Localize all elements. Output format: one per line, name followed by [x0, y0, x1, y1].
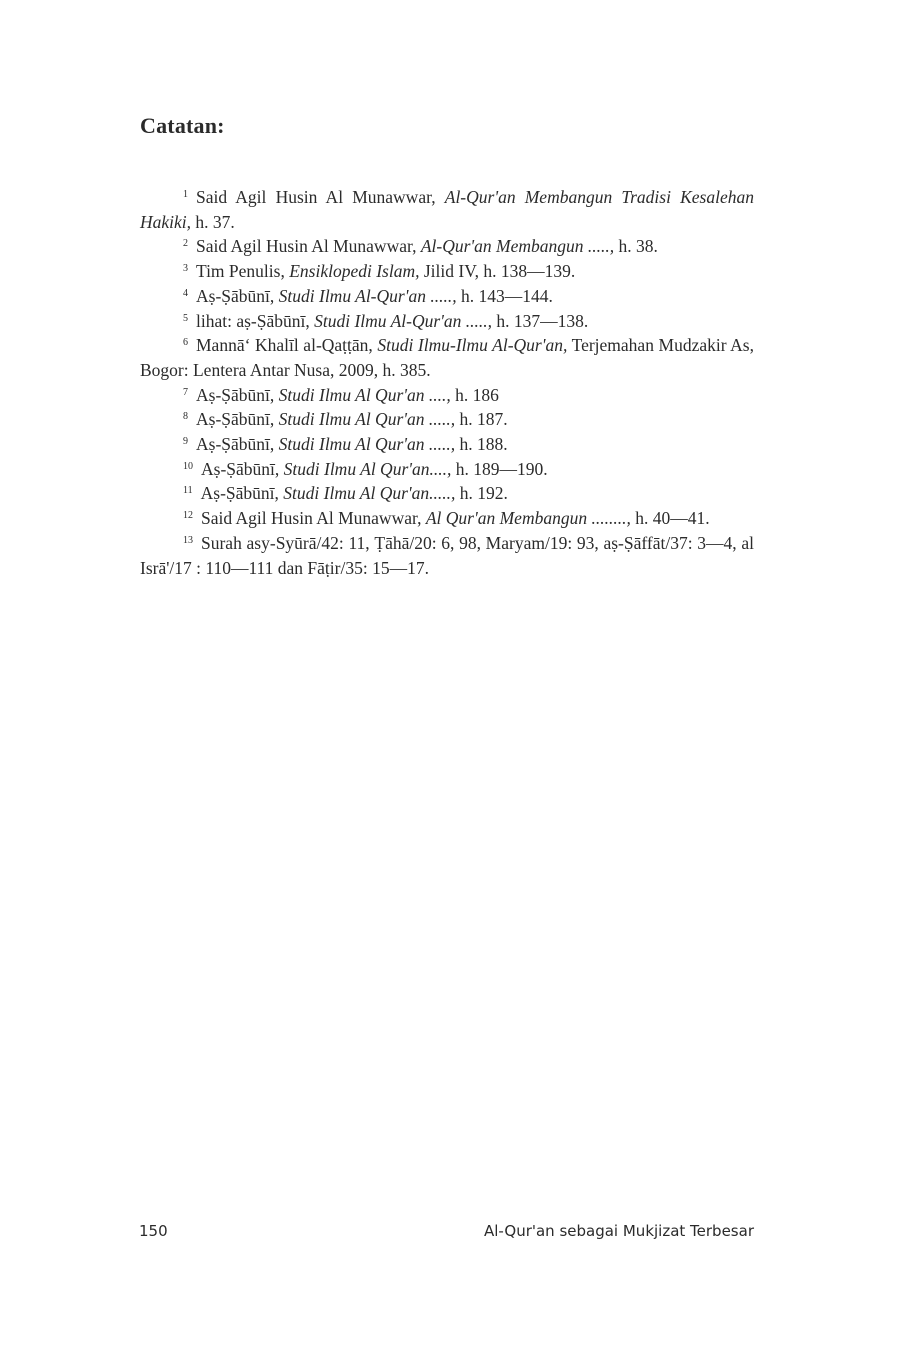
endnote-title: Studi Ilmu Al Qur'an.....,: [283, 483, 456, 504]
endnote-author: Aṣ-Ṣābūnī,: [200, 483, 284, 504]
endnote-number: 2: [183, 238, 188, 250]
notes-heading: Catatan:: [140, 113, 225, 138]
endnote-detail: h. 189—190.: [451, 458, 548, 479]
endnote-title: Al-Qur'an Membangun .....,: [420, 236, 615, 257]
endnote-title: Studi Ilmu Al Qur'an ....,: [278, 384, 451, 405]
endnote: [140, 333, 754, 382]
endnote: [140, 309, 754, 334]
endnote-author: Aṣ-Ṣābūnī,: [196, 384, 279, 405]
endnote-title: Al Qur'an Membangun ........,: [425, 508, 631, 529]
endnote-author: lihat: aṣ-Ṣābūnī,: [196, 310, 315, 331]
endnote: [140, 506, 754, 531]
endnote-author: Aṣ-Ṣābūnī,: [201, 458, 284, 479]
endnote-detail: h. 40—41.: [630, 508, 710, 529]
endnote: [140, 432, 754, 457]
endnote-title: Studi Ilmu Al Qur'an....,: [283, 458, 452, 479]
endnote-number: 7: [183, 386, 188, 398]
endnote-detail: h. 38.: [614, 236, 658, 257]
endnote-detail: h. 137—138.: [492, 310, 589, 331]
endnote-detail: h. 186: [450, 384, 499, 405]
endnotes-list: [140, 185, 754, 580]
endnote-number: 10: [183, 460, 193, 472]
endnote-detail: Jilid IV, h. 138—139.: [419, 261, 576, 282]
endnote-title: Studi Ilmu Al Qur'an .....,: [278, 434, 456, 455]
endnote: [140, 185, 754, 234]
endnote-title: Ensiklopedi Islam,: [289, 261, 420, 282]
endnote-title: Studi Ilmu-Ilmu Al-Qur'an,: [377, 335, 568, 356]
endnote-author: Mannā‘ Khalīl al-Qaṭṭān,: [196, 335, 378, 356]
endnote-number: 9: [183, 436, 188, 448]
endnote-author: Aṣ-Ṣābūnī,: [196, 434, 279, 455]
endnote: [140, 407, 754, 432]
endnote-detail: h. 37.: [191, 211, 235, 232]
endnote-number: 8: [183, 411, 188, 423]
endnote-number: 12: [183, 510, 193, 522]
endnote-author: Said Agil Husin Al Munawwar,: [201, 508, 426, 529]
endnote-detail: h. 187.: [455, 409, 508, 430]
endnote: [140, 259, 754, 284]
endnote-title: Studi Ilmu Al-Qur'an .....,: [278, 285, 457, 306]
endnote-number: 3: [183, 263, 188, 275]
endnote-author: Said Agil Husin Al Munawwar,: [196, 187, 445, 207]
endnote-author: Said Agil Husin Al Munawwar,: [196, 236, 421, 257]
endnote-number: 6: [183, 337, 188, 349]
page-number: 150: [139, 1222, 168, 1240]
endnote-author: Aṣ-Ṣābūnī,: [196, 409, 279, 430]
running-footer-title: Al-Qur'an sebagai Mukjizat Terbesar: [484, 1222, 754, 1240]
endnote-author: Aṣ-Ṣābūnī,: [196, 285, 279, 306]
endnote: [140, 383, 754, 408]
endnote-number: 5: [183, 312, 188, 324]
endnote-title: Studi Ilmu Al-Qur'an .....,: [314, 310, 493, 331]
endnote-detail: h. 188.: [455, 434, 508, 455]
endnote-number: 13: [183, 534, 193, 546]
endnote-title: Al-Qur'an Membangun Tradisi Kesalehan Hakiki,: [140, 187, 755, 232]
endnote: [140, 284, 754, 309]
endnote: [140, 481, 754, 506]
endnote-detail: h. 192.: [455, 483, 508, 504]
endnote: [140, 531, 754, 580]
endnote-number: 1: [183, 189, 188, 200]
endnote-author: Tim Penulis,: [196, 261, 290, 282]
endnote-number: 11: [183, 485, 193, 497]
endnote-author: Surah asy-Syūrā/42: 11, Ṭāhā/20: 6, 98, Maryam/19: 93, aṣ-Ṣāffāt/37: 3—4, al Isrā'/17 : 110—111 dan Fāṭir/35: 15—17.: [140, 532, 754, 578]
endnote-detail: Terjemahan Mudzakir As, Bogor: Lentera Antar Nusa, 2009, h. 385.: [140, 335, 754, 380]
endnote: [140, 234, 754, 259]
endnote: [140, 457, 754, 482]
endnote-title: Studi Ilmu Al Qur'an .....,: [278, 409, 456, 430]
endnote-detail: h. 143—144.: [456, 285, 553, 306]
endnote-number: 4: [183, 287, 188, 299]
